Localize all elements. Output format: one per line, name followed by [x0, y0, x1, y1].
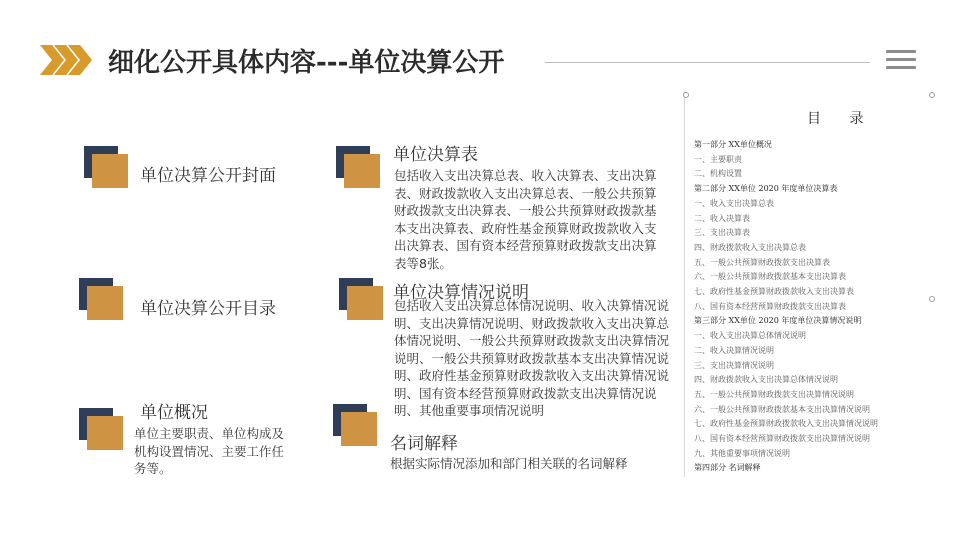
toc-line: 八、国有资本经营预算财政拨款支出决算情况说明 — [694, 434, 870, 444]
toc-line: 一、收入支出决算总体情况说明 — [694, 331, 806, 341]
toc-line: 四、财政拨款收入支出决算总体情况说明 — [694, 375, 838, 385]
badge-icon — [79, 278, 123, 320]
item-title-contents: 单位决算公开目录 — [140, 299, 276, 319]
toc-line: 四、财政拨款收入支出决算总表 — [694, 242, 806, 252]
badge-icon — [84, 146, 128, 188]
toc-line: 六、一般公共预算财政拨款基本支出决算情况说明 — [694, 404, 870, 414]
item-title-tables: 单位决算表 — [393, 145, 478, 165]
toc-line: 三、支出决算情况说明 — [694, 360, 774, 370]
badge-icon — [79, 408, 123, 450]
toc-line: 八、国有资本经营预算财政拨款支出决算表 — [694, 301, 846, 311]
toc-line: 第一部分 XX单位概况 — [694, 140, 772, 149]
toc-dot — [929, 296, 935, 302]
chevrons-icon — [40, 45, 92, 75]
toc-line: 第二部分 XX单位 2020 年度单位决算表 — [694, 184, 838, 194]
toc-title: 目 录 — [807, 111, 876, 127]
page-title: 细化公开具体内容---单位决算公开 — [108, 48, 505, 78]
toc-line: 五、一般公共预算财政拨款支出决算情况说明 — [694, 389, 854, 399]
item-title-overview: 单位概况 — [140, 403, 208, 423]
toc-line: 一、主要职责 — [694, 154, 742, 164]
item-desc-explanation: 包括收入支出决算总体情况说明、收入决算情况说明、支出决算情况说明、财政拨款收入支出决算总体情况说明、一般公共预算财政拨款支出决算情况说明、一般公共预算财政拨款基本支出决算情况说明、政府性基金预算财政拨款收入支出决算情况说明、国有资本经营预算财政拨款支出决算情况说明、其他重要事项情况说明 — [394, 298, 670, 418]
toc-line: 二、收入决算表 — [694, 213, 750, 223]
toc-line: 七、政府性基金预算财政拨款收入支出决算表 — [694, 287, 854, 297]
toc-line: 六、一般公共预算财政拨款基本支出决算表 — [694, 272, 846, 282]
toc-line: 九、其他重要事项情况说明 — [694, 448, 790, 458]
toc-line: 第三部分 XX单位 2020 年度单位决算情况说明 — [694, 316, 862, 326]
item-desc-tables: 包括收入支出决算总表、收入决算表、支出决算表、财政拨款收入支出决算总表、一般公共预算财政拨款支出决算表、一般公共预算财政拨款基本支出决算表、政府性基金预算财政拨款收入支出决算表、国有资本经营预算财政拨款支出决算表等8张。 — [394, 168, 657, 271]
item-title-glossary: 名词解释 — [390, 434, 458, 454]
toc-line: 一、收入支出决算总表 — [694, 198, 774, 208]
item-title-cover: 单位决算公开封面 — [140, 166, 276, 186]
title-divider — [545, 62, 870, 63]
toc-divider — [684, 91, 685, 477]
toc-line: 三、支出决算表 — [694, 228, 750, 238]
menu-icon[interactable] — [886, 50, 916, 70]
badge-icon — [333, 404, 377, 446]
toc-dot — [683, 92, 689, 98]
item-desc-overview: 单位主要职责、单位构成及机构设置情况、主要工作任务等。 — [134, 426, 285, 476]
toc-line: 五、一般公共预算财政拨款支出决算表 — [694, 257, 830, 267]
toc-line: 二、机构设置 — [694, 169, 742, 179]
item-title-explanation: 单位决算情况说明 — [393, 283, 529, 303]
toc-line: 二、收入决算情况说明 — [694, 345, 774, 355]
toc-dot — [929, 92, 935, 98]
toc-line: 七、政府性基金预算财政拨款收入支出决算情况说明 — [694, 419, 878, 429]
toc-lines — [694, 138, 929, 476]
item-desc-glossary: 根据实际情况添加和部门相关联的名词解释 — [390, 456, 628, 471]
toc-line: 第四部分 名词解释 — [694, 463, 761, 473]
badge-icon — [339, 278, 383, 320]
badge-icon — [336, 146, 380, 188]
